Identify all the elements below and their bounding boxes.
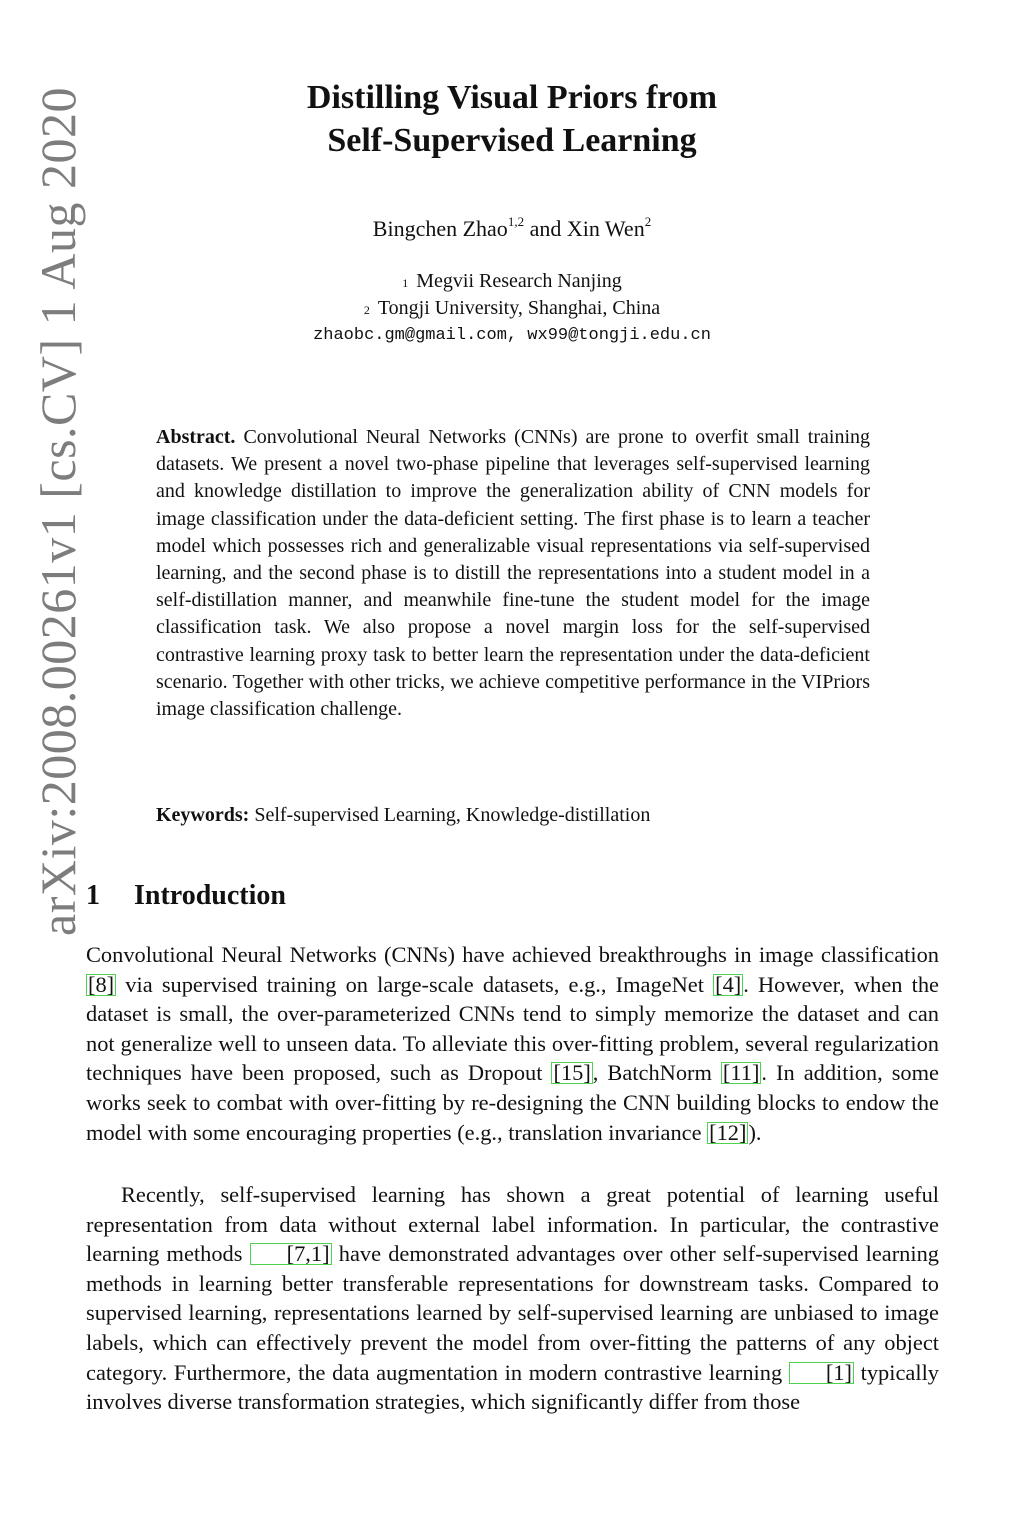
abstract [156,424,870,723]
author-name: Bingchen Zhao [372,216,508,241]
author-affiliation-marker: 1,2 [507,214,525,229]
paragraph-text: . In addition, some works seek to combat with over-fitting by re-designing the CNN building blocks to endow the model with some encouraging properties (e.g., translation invariance [86,1060,939,1145]
author-list [150,212,874,246]
citation-link[interactable]: [7,1] [250,1243,332,1265]
citation-link[interactable]: [11] [722,1060,760,1086]
author-emails: zhaobc.gm@gmail.com, wx99@tongji.edu.cn [313,326,711,345]
paragraph-text: typically involves diverse transformation strategies, which significantly differ from those [86,1359,939,1415]
affiliation-row [150,295,874,322]
abstract-label: Abstract. [156,426,236,448]
author-joiner: and [524,216,567,241]
keywords-label: Keywords: [156,804,250,826]
paragraph-text: , BatchNorm [592,1060,721,1086]
section-title: Introduction [134,880,286,911]
citation-link[interactable]: [8] [88,971,115,997]
keywords-text: Self-supervised Learning, Knowledge-distillation [254,804,651,826]
paragraph-text: via supervised training on large-scale datasets, e.g., ImageNet [116,971,714,997]
section-number: 1 [86,880,100,911]
keywords [156,802,870,829]
body-paragraph [86,940,939,1147]
paragraph-text: Recently, self-supervised learning has shown a great potential of learning useful representation from data without external label information. In particular, the contrastive learning methods [86,1182,939,1267]
citation-link[interactable]: [1] [789,1362,854,1384]
body-paragraph [86,1180,939,1417]
author-affiliation-marker: 2 [644,214,652,229]
citation-link[interactable]: [12] [709,1119,747,1145]
affiliation-marker: 1 [402,276,409,290]
author-name: Xin Wen [566,216,645,241]
paragraph-text: ). [748,1119,762,1145]
citation-link[interactable]: [4] [715,971,742,997]
section-heading [86,878,939,914]
affiliation-marker: 2 [363,303,370,317]
affiliation-row [150,268,874,295]
paragraph-text: . However, when the dataset is small, the over-parameterized CNNs tend to simply memorize the dataset and can not generalize well to unseen data. To alleviate this over-fitting problem, several regularization techniques have been proposed, such as Dropout [86,971,939,1086]
paragraph-text: Convolutional Neural Networks (CNNs) have achieved breakthroughs in image classification [86,942,939,967]
paper-title [150,76,874,162]
affiliations [150,268,874,349]
citation-link[interactable]: [15] [553,1060,591,1086]
abstract-text: Convolutional Neural Networks (CNNs) are prone to overfit small training datasets. We present a novel two-phase pipeline that leverages self-supervised learning and knowledge distillation to improve the generalization ability of CNN models for image classification under the data-deficient setting. The first phase is to learn a teacher model which possesses rich and generalizable visual representations via self-supervised learning, and the second phase is to distill the representations into a student model in a self-distillation manner, and meanwhile fine-tune the student model for the image classification task. We also propose a novel margin loss for the self-supervised contrastive learning proxy task to better learn the representation under the data-deficient scenario. Together with other tricks, we achieve competitive performance in the VIPriors image classification challenge. [156,426,871,721]
affiliation-name: Megvii Research Nanjing [416,270,622,292]
paper-title-line-2: Self-Supervised Learning [327,122,697,159]
affiliation-name: Tongji University, Shanghai, China [377,297,661,319]
paper-title-line-1: Distilling Visual Priors from [306,79,718,116]
paragraph-text: have demonstrated advantages over other self-supervised learning methods in learning better transferable representations for downstream tasks. Compared to supervised learning, representations learned by self-supervised learning are unbiased to image labels, which can effectively prevent the model from over-fitting the patterns of any object category. Furthermore, the data augmentation in modern contrastive learning [86,1241,939,1385]
arxiv-identifier-stamp: arXiv:2008.00261v1 [cs.CV] 1 Aug 2020 [30,87,86,936]
